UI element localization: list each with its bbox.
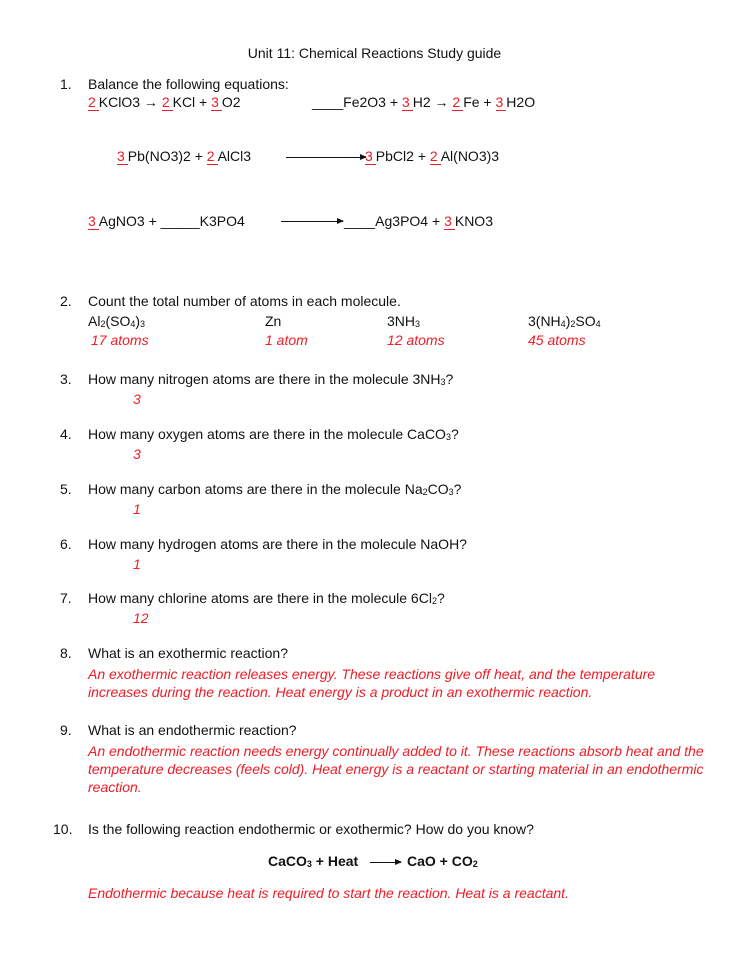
q6-number: 6. <box>60 536 72 552</box>
arrow-icon <box>281 221 343 222</box>
q9-answer: An endothermic reaction needs energy continually added to it. These reactions absorb heat and the temperature decreases (feels cold). Heat energy is a reactant or starting material in an endothermic reaction. <box>88 743 704 795</box>
q7-prompt: How many chlorine atoms are there in the molecule $6Cl_2$? <box>88 590 445 606</box>
equation-1 <box>88 93 241 111</box>
chemical-formula: H2O <box>506 94 536 110</box>
chemical-formula: O2 <box>221 94 241 110</box>
q4-number: 4. <box>60 426 72 442</box>
molecule-formula: $Al_2(SO_4)_3$ <box>88 313 146 329</box>
chemical-formula: H2 <box>412 94 431 110</box>
atom-count-answer: 45 atoms <box>528 332 586 348</box>
q1-prompt: Balance the following equations: <box>88 76 289 92</box>
q3-answer: 3 <box>133 391 141 407</box>
q8-answer: An exothermic reaction releases energy. These reactions give off heat, and the temperature increases during the reaction. Heat energy is a product in an exothermic reaction. <box>88 666 656 700</box>
equation-2 <box>312 93 535 111</box>
q6-answer: 1 <box>133 556 141 572</box>
q7-number: 7. <box>60 590 72 606</box>
q4-prompt: How many oxygen atoms are there in the molecule CaCO$_3$? <box>88 426 459 442</box>
chemical-formula: Ag3PO4 <box>375 213 429 229</box>
coefficient-answer: 2 <box>452 95 463 111</box>
equation-text: + <box>190 148 207 164</box>
q10-answer: Endothermic because heat is required to start the reaction. Heat is a reactant. <box>88 885 569 901</box>
molecule-formula: $3(NH_4)_2SO_4$ <box>528 313 601 329</box>
q9-prompt: What is an endothermic reaction? <box>88 722 297 738</box>
q8-number: 8. <box>60 645 72 661</box>
q3-number: 3. <box>60 371 72 387</box>
q9-number: 9. <box>60 722 72 738</box>
page-title: Unit 11: Chemical Reactions Study guide <box>247 45 502 61</box>
chemical-formula: Fe2O3 + <box>343 94 402 110</box>
chemical-formula: AlCl3 <box>217 148 252 164</box>
equation-3-reactants <box>117 147 251 165</box>
chemical-formula: Al(NO3)3 <box>440 148 500 164</box>
q2-number: 2. <box>60 293 72 309</box>
equation-4-products <box>344 212 493 230</box>
chemical-formula: Pb(NO3)2 <box>127 148 191 164</box>
coefficient-answer: 2 <box>88 95 99 111</box>
equation-text: ____ <box>312 94 344 110</box>
q5-prompt: How many carbon atoms are there in the molecule $Na_2CO_3$? <box>88 481 462 497</box>
equation-text: + _____ <box>144 213 200 229</box>
q3-prompt: How many nitrogen atoms are there in the molecule $3NH_3$? <box>88 371 454 387</box>
molecule-formula: Zn <box>265 313 282 329</box>
equation-4-reactants <box>88 212 245 230</box>
q10-prompt: Is the following reaction endothermic or exothermic? How do you know? <box>88 821 534 837</box>
q10-products: CaO + $CO_2$ <box>407 853 478 869</box>
atom-count-answer: 17 atoms <box>91 332 149 348</box>
arrow-icon <box>286 157 366 158</box>
equation-3-products <box>365 147 499 165</box>
q5-number: 5. <box>60 481 72 497</box>
equation-text: + <box>413 148 430 164</box>
coefficient-answer: 2 <box>162 95 173 111</box>
q10-number: 10. <box>53 821 73 837</box>
chemical-formula: KClO3 <box>98 94 141 110</box>
q4-answer: 3 <box>133 446 141 462</box>
q6-prompt: How many hydrogen atoms are there in the molecule NaOH? <box>88 536 467 552</box>
q2-prompt: Count the total number of atoms in each molecule. <box>88 293 401 309</box>
chemical-formula: KCl + <box>172 94 212 110</box>
arrow-icon <box>370 862 401 863</box>
q8-prompt: What is an exothermic reaction? <box>88 645 288 661</box>
q7-answer: 12 <box>133 610 149 626</box>
chemical-formula: K3PO4 <box>199 213 245 229</box>
atom-count-answer: 1 atom <box>265 332 308 348</box>
equation-text: ____ <box>344 213 376 229</box>
coefficient-answer: 3 <box>496 95 507 111</box>
equation-text: → <box>140 94 162 110</box>
q1-number: 1. <box>60 76 72 92</box>
chemical-formula: KNO3 <box>454 213 493 229</box>
coefficient-answer: 3 <box>402 95 413 111</box>
chemical-formula: AgNO3 <box>98 213 145 229</box>
q5-answer: 1 <box>133 501 141 517</box>
equation-text: → <box>430 94 453 110</box>
coefficient-answer: 3 <box>117 149 128 165</box>
equation-text: Fe + <box>463 94 496 110</box>
q10-reactants: CaCO$_3$ + Heat <box>268 853 359 869</box>
atom-count-answer: 12 atoms <box>387 332 445 348</box>
coefficient-answer: 3 <box>88 214 99 230</box>
coefficient-answer: 2 <box>207 149 218 165</box>
coefficient-answer: 3 <box>211 95 222 111</box>
coefficient-answer: 2 <box>430 149 441 165</box>
coefficient-answer: 3 <box>365 149 376 165</box>
equation-text: + <box>428 213 445 229</box>
coefficient-answer: 3 <box>444 214 455 230</box>
chemical-formula: PbCl2 <box>375 148 414 164</box>
molecule-formula: $3NH_3$ <box>387 313 421 329</box>
